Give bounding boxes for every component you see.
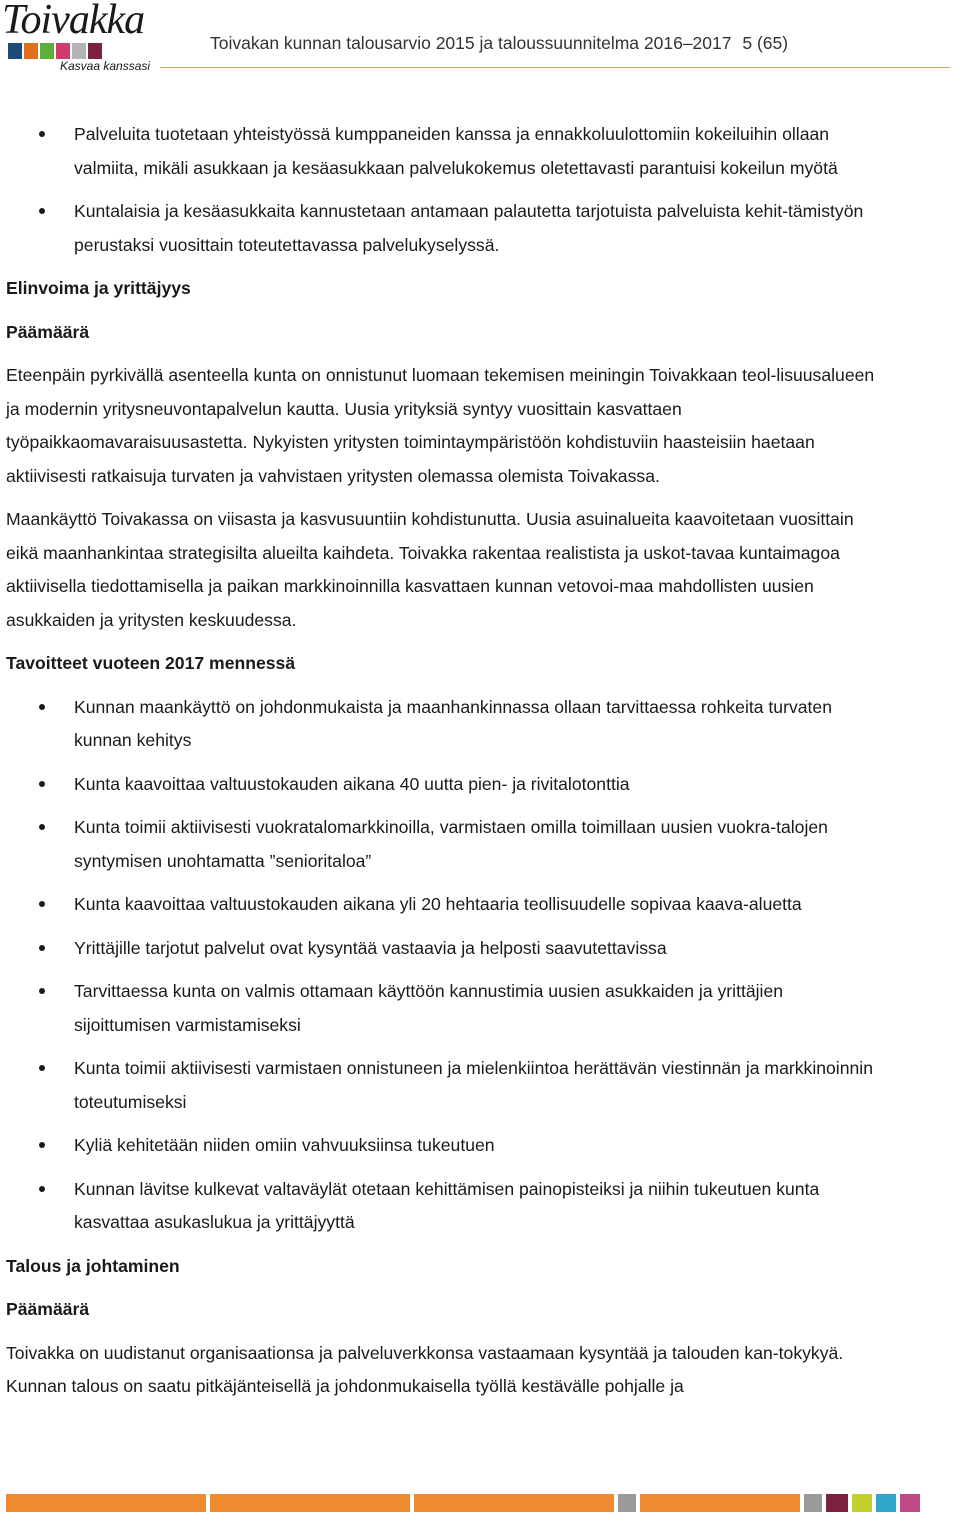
list-item: Kunta toimii aktiivisesti vuokratalomarkkinoilla, varmistaen omilla toimillaan uusien vuokra-talojen syntymisen unohtamatta ”senioritaloa” bbox=[6, 811, 876, 878]
section-title-elinvoima: Elinvoima ja yrittäjyys bbox=[6, 278, 191, 298]
page-header bbox=[210, 33, 788, 54]
footer-stripe-segment bbox=[640, 1494, 800, 1512]
page-number: 5 (65) bbox=[742, 33, 789, 53]
paragraph: Eteenpäin pyrkivällä asenteella kunta on onnistunut luomaan tekemisen meiningin Toivakkaan teol-lisuusalueen ja modernin yritysneuvontapalvelun kautta. Uusia yrityksiä syntyy vuosittain kasvattaen työpaikkaomavaraisuusastetta. Nykyisten yritysten toimintaympäristöön kohdistuviin haasteisiin haetaan aktiivisesti ratkaisuja turvaten ja vahvistaen yritysten olemassa olemista Toivakassa. bbox=[6, 365, 875, 486]
list-item: Kunta toimii aktiivisesti varmistaen onnistuneen ja mielenkiintoa herättävän viestinnän ja markkinoinnin toteutumiseksi bbox=[6, 1052, 876, 1119]
logo-block bbox=[8, 43, 22, 59]
goal-heading: Päämäärä bbox=[6, 321, 90, 342]
footer-stripe-segment bbox=[876, 1494, 896, 1512]
footer-stripe-segment bbox=[618, 1494, 636, 1512]
list-item: Kunnan lävitse kulkevat valtaväylät otetaan kehittämisen painopisteiksi ja niihin tukeutuen kunta kasvattaa asukaslukua ja yrittäjyyttä bbox=[6, 1173, 876, 1240]
header-divider bbox=[160, 67, 950, 68]
footer-stripe-segment bbox=[826, 1494, 848, 1512]
footer-stripe-segment bbox=[6, 1494, 206, 1512]
document-title: Toivakan kunnan talousarvio 2015 ja taloussuunnitelma 2016–2017 bbox=[210, 33, 732, 53]
list-item: Kunta kaavoittaa valtuustokauden aikana 40 uutta pien- ja rivitalotonttia bbox=[6, 768, 876, 802]
section-title-talous: Talous ja johtaminen bbox=[6, 1255, 180, 1276]
footer-stripe-segment bbox=[414, 1494, 614, 1512]
toivakka-logo bbox=[2, 0, 162, 74]
logo-wordmark: Toivakka bbox=[2, 0, 145, 43]
targets-list bbox=[6, 691, 876, 1240]
paragraph: Maankäyttö Toivakassa on viisasta ja kasvusuuntiin kohdistunutta. Uusia asuinalueita kaavoitetaan vuosittain eikä maanhankintaa strategisilta alueilta kaihdeta. Toivakka rakentaa realistista ja uskot-tavaa kuntaimagoa aktiivisella tiedottamisella ja paikan markkinoinnilla kasvattaen kunnan vetovoi-maa mahdollisten uusien asukkaiden ja yritysten keskuudessa. bbox=[6, 509, 854, 630]
footer-stripe-segment bbox=[210, 1494, 410, 1512]
list-item: Kyliä kehitetään niiden omiin vahvuuksiinsa tukeutuen bbox=[6, 1129, 876, 1163]
footer-stripe-segment bbox=[900, 1494, 920, 1512]
page-content bbox=[6, 118, 876, 1404]
footer-stripe-segment bbox=[804, 1494, 822, 1512]
paragraph: Toivakka on uudistanut organisaationsa ja palveluverkkonsa vastaamaan kysyntää ja talouden kan-tokykyä. Kunnan talous on saatu pitkäjänteisellä ja johdonmukaisella työllä kestävälle pohjalle ja bbox=[6, 1342, 844, 1396]
list-item: Kuntalaisia ja kesäasukkaita kannustetaan antamaan palautetta tarjotuista palveluista kehit-tämistyön perustaksi vuosittain toteutettavassa palvelukyselyssä. bbox=[6, 195, 876, 262]
logo-slogan: Kasvaa kanssasi bbox=[60, 59, 151, 73]
intro-bullet-list bbox=[6, 118, 876, 262]
logo-block bbox=[56, 43, 70, 59]
goal-heading: Päämäärä bbox=[6, 1299, 90, 1319]
list-item: Palveluita tuotetaan yhteistyössä kumppaneiden kanssa ja ennakkoluulottomiin kokeiluihin ollaan valmiita, mikäli asukkaan ja kesäasukkaan palvelukokemus oletettavasti parantuisi kokeilun myötä bbox=[6, 118, 876, 185]
list-item: Yrittäjille tarjotut palvelut ovat kysyntää vastaavia ja helposti saavutettavissa bbox=[6, 932, 876, 966]
logo-block bbox=[24, 43, 38, 59]
targets-heading: Tavoitteet vuoteen 2017 mennessä bbox=[6, 653, 296, 673]
list-item: Kunnan maankäyttö on johdonmukaista ja maanhankinnassa ollaan tarvittaessa rohkeita turvaten kunnan kehitys bbox=[6, 691, 876, 758]
footer-stripe-segment bbox=[852, 1494, 872, 1512]
list-item: Kunta kaavoittaa valtuustokauden aikana yli 20 hehtaaria teollisuudelle sopivaa kaava-aluetta bbox=[6, 888, 876, 922]
logo-block bbox=[40, 43, 54, 59]
list-item: Tarvittaessa kunta on valmis ottamaan käyttöön kannustimia uusien asukkaiden ja yrittäjien sijoittumisen varmistamiseksi bbox=[6, 975, 876, 1042]
logo-block bbox=[88, 43, 102, 59]
logo-block bbox=[72, 43, 86, 59]
footer-color-stripe bbox=[6, 1494, 950, 1512]
